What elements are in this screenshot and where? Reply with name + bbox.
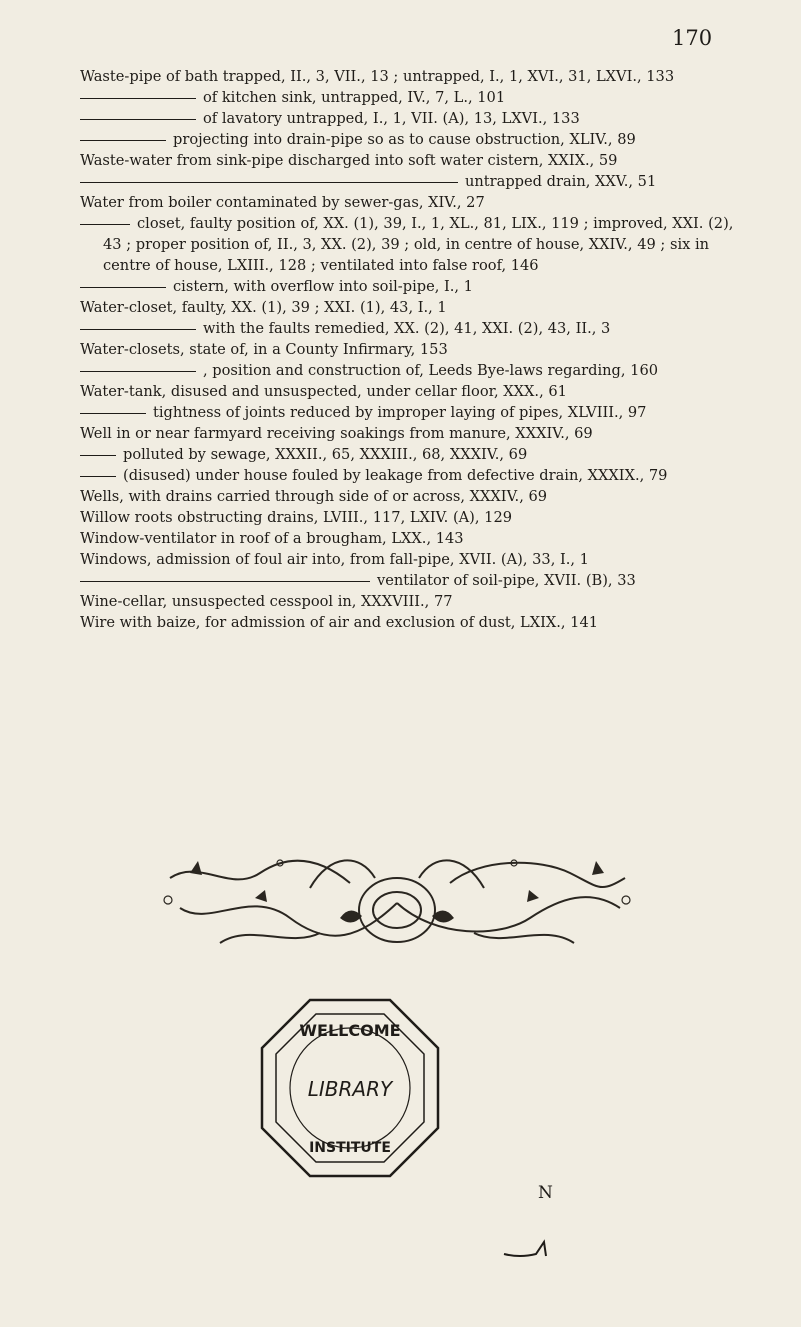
index-entry (80, 339, 740, 360)
index-entry (80, 570, 740, 591)
index-entry (80, 297, 740, 318)
index-entry (80, 549, 740, 570)
entry-text: with the faults remedied, XX. (2), 41, XXI. (2), 43, II., 3 (203, 320, 611, 337)
index-entry (80, 360, 740, 381)
entry-text: Waste-pipe of bath trapped, II., 3, VII., 13 ; untrapped, I., 1, XVI., 31, LXVI., 133 (80, 68, 675, 85)
entry-dash (80, 329, 196, 330)
index-entry (80, 486, 740, 507)
entry-dash (80, 287, 166, 288)
entry-text: , position and construction of, Leeds Bye-laws regarding, 160 (203, 362, 659, 379)
stamp-middle-text: LIBRARY (307, 1077, 393, 1101)
entry-text: of kitchen sink, untrapped, IV., 7, L., 101 (203, 89, 506, 106)
index-entry (80, 66, 740, 87)
index-entry (80, 612, 740, 633)
index-entry (80, 591, 740, 612)
index-entry (80, 465, 740, 486)
index-entry (80, 402, 740, 423)
entry-text: closet, faulty position of, XX. (1), 39, I., 1, XL., 81, LIX., 119 ; improved, XXI. (2), 43 ; proper position of, II., 3, XX. (2), 39 ; old, in centre of house, XXIV., 49 ; six in centre of house, LXIII., 128 ; ventilated into false roof, 146 (103, 215, 734, 274)
entry-dash (80, 455, 116, 456)
library-stamp (250, 988, 450, 1188)
entry-text: Wire with baize, for admission of air and exclusion of dust, LXIX., 141 (80, 614, 599, 631)
entry-text: Well in or near farmyard receiving soakings from manure, XXXIV., 69 (80, 425, 593, 442)
entry-text: tightness of joints reduced by improper laying of pipes, XLVIII., 97 (153, 404, 647, 421)
entry-text: untrapped drain, XXV., 51 (465, 173, 657, 190)
entry-text: projecting into drain-pipe so as to cause obstruction, XLIV., 89 (173, 131, 636, 148)
entry-text: Waste-water from sink-pipe discharged into soft water cistern, XXIX., 59 (80, 152, 618, 169)
entry-text: Willow roots obstructing drains, LVIII., 117, LXIV. (A), 129 (80, 509, 513, 526)
entry-text: Water-tank, disused and unsuspected, under cellar floor, XXX., 61 (80, 383, 567, 400)
index-entry (80, 528, 740, 549)
stamp-top-text: WELLCOME (299, 1021, 401, 1040)
entry-dash (80, 371, 196, 372)
entry-text: Water-closet, faulty, XX. (1), 39 ; XXI. (1), 43, I., 1 (80, 299, 447, 316)
entry-dash (80, 413, 146, 414)
index-entry (80, 423, 740, 444)
index-entry (80, 381, 740, 402)
index-entry (80, 108, 740, 129)
entry-text: Windows, admission of foul air into, from fall-pipe, XVII. (A), 33, I., 1 (80, 551, 589, 568)
entry-dash (80, 224, 130, 225)
entry-dash (80, 182, 458, 183)
entry-text: Wine-cellar, unsuspected cesspool in, XXXVIII., 77 (80, 593, 453, 610)
index-entry (80, 318, 740, 339)
entry-text: polluted by sewage, XXXII., 65, XXXIII., 68, XXXIV., 69 (123, 446, 528, 463)
entry-text: cistern, with overflow into soil-pipe, I., 1 (173, 278, 473, 295)
index-entry (80, 213, 740, 276)
index-entry (80, 192, 740, 213)
entry-text: (disused) under house fouled by leakage from defective drain, XXXIX., 79 (123, 467, 668, 484)
signature-mark (500, 1232, 560, 1262)
index-entry (80, 129, 740, 150)
decorative-tailpiece-ornament (160, 848, 634, 958)
entry-text: Water-closets, state of, in a County Infirmary, 153 (80, 341, 448, 358)
page-number: 170 (672, 26, 713, 50)
index-entry (80, 150, 740, 171)
entry-dash (80, 581, 370, 582)
entry-text: Window-ventilator in roof of a brougham, LXX., 143 (80, 530, 464, 547)
entry-text: Wells, with drains carried through side of or across, XXXIV., 69 (80, 488, 548, 505)
index-entry (80, 87, 740, 108)
index-entry (80, 171, 740, 192)
entry-dash (80, 476, 116, 477)
entry-text: of lavatory untrapped, I., 1, VII. (A), 13, LXVI., 133 (203, 110, 580, 127)
entry-dash (80, 140, 166, 141)
stamp-bottom-text: INSTITUTE (309, 1140, 391, 1156)
index-list (80, 66, 740, 633)
entry-dash (80, 119, 196, 120)
index-entry (80, 444, 740, 465)
entry-dash (80, 98, 196, 99)
index-entry (80, 507, 740, 528)
entry-text: ventilator of soil-pipe, XVII. (B), 33 (377, 572, 636, 589)
index-entry (80, 276, 740, 297)
signature-letter: N (538, 1183, 553, 1203)
entry-text: Water from boiler contaminated by sewer-gas, XIV., 27 (80, 194, 485, 211)
